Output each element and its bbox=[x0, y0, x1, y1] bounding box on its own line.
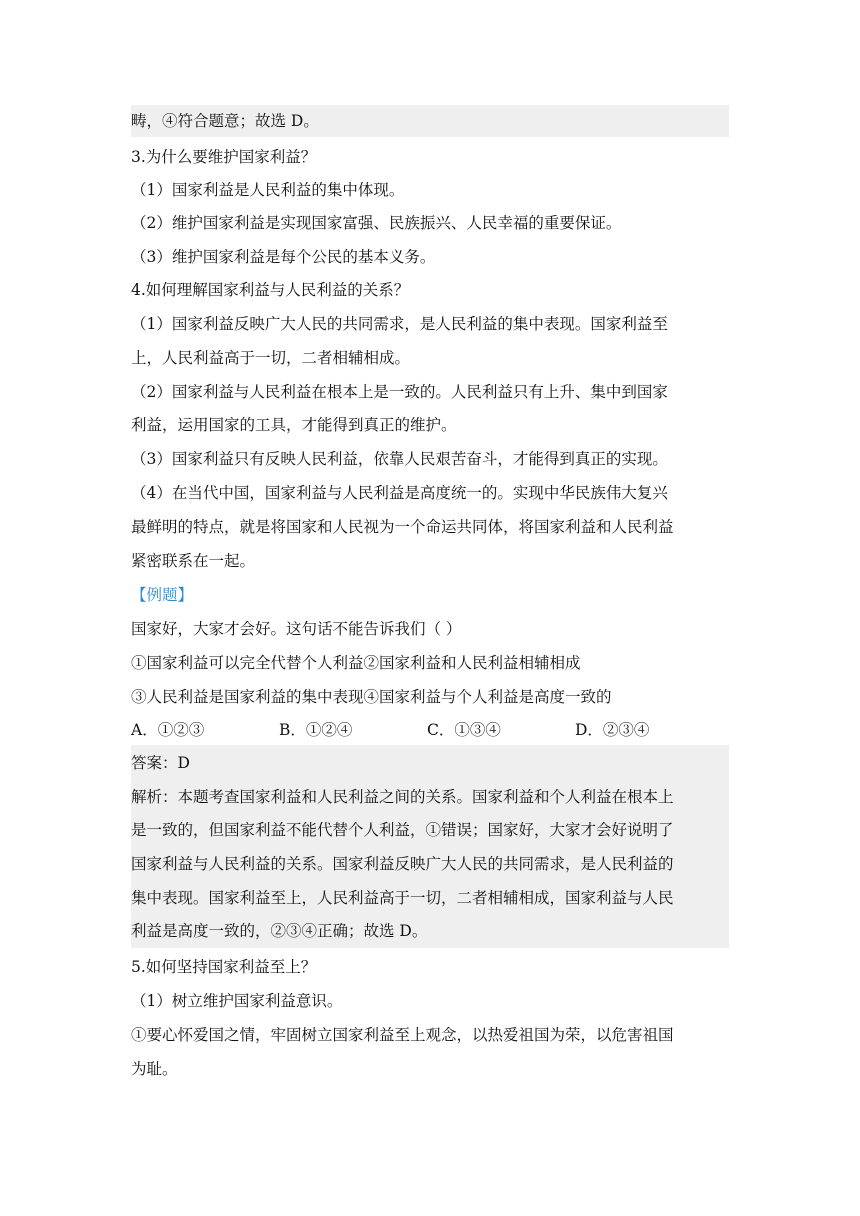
analysis-line: 是一致的，但国家利益不能代替个人利益，①错误；国家好，大家才会好说明了 bbox=[131, 821, 674, 839]
q3-point: （1）国家利益是人民利益的集中体现。 bbox=[131, 181, 405, 199]
q4-line: （2）国家利益与人民利益在根本上是一致的。人民利益只有上升、集中到国家 bbox=[131, 383, 668, 401]
previous-analysis-ending: 畴，④符合题意；故选 D。 bbox=[131, 112, 319, 130]
answer-text: 答案：D bbox=[131, 754, 190, 772]
example-statement: ③人民利益是国家利益的集中表现④国家利益与个人利益是高度一致的 bbox=[131, 688, 612, 706]
option-a: A．①②③ bbox=[131, 721, 205, 739]
q4-line: 上，人民利益高于一切，二者相辅相成。 bbox=[131, 349, 411, 367]
q3-point: （3）维护国家利益是每个公民的基本义务。 bbox=[131, 248, 436, 266]
q4-line: 最鲜明的特点，就是将国家和人民视为一个命运共同体，将国家利益和人民利益 bbox=[131, 518, 674, 536]
q4-line: （1）国家利益反映广大人民的共同需求，是人民利益的集中表现。国家利益至 bbox=[131, 315, 668, 333]
option-c: C．①③④ bbox=[427, 721, 501, 739]
q4-line: 利益，运用国家的工具，才能得到真正的维护。 bbox=[131, 416, 457, 434]
q4-line: （4）在当代中国，国家利益与人民利益是高度统一的。实现中华民族伟大复兴 bbox=[131, 484, 668, 502]
example-tag: 【例题】 bbox=[131, 586, 194, 604]
analysis-line: 解析：本题考查国家利益和人民利益之间的关系。国家利益和个人利益在根本上 bbox=[131, 788, 674, 806]
option-d: D．②③④ bbox=[575, 721, 650, 739]
analysis-line: 集中表现。国家利益至上，人民利益高于一切，二者相辅相成，国家利益与人民 bbox=[131, 889, 674, 907]
analysis-line: 利益是高度一致的，②③④正确；故选 D。 bbox=[131, 922, 428, 940]
analysis-line: 国家利益与人民利益的关系。国家利益反映广大人民的共同需求，是人民利益的 bbox=[131, 855, 674, 873]
q3-heading: 3.为什么要维护国家利益？ bbox=[131, 148, 317, 166]
q4-heading: 4.如何理解国家利益与人民利益的关系？ bbox=[131, 281, 410, 299]
option-b: B．①②④ bbox=[279, 721, 353, 739]
q5-line: 为耻。 bbox=[131, 1060, 178, 1078]
example-stem: 国家好，大家才会好。这句话不能告诉我们（ ） bbox=[131, 620, 462, 638]
example-options bbox=[131, 713, 729, 747]
q5-line: ①要心怀爱国之情，牢固树立国家利益至上观念，以热爱祖国为荣，以危害祖国 bbox=[131, 1026, 674, 1044]
example-statement: ①国家利益可以完全代替个人利益②国家利益和人民利益相辅相成 bbox=[131, 654, 581, 672]
q4-line: 紧密联系在一起。 bbox=[131, 552, 256, 570]
q4-line: （3）国家利益只有反映人民利益，依靠人民艰苦奋斗，才能得到真正的实现。 bbox=[131, 450, 668, 468]
q5-heading: 5.如何坚持国家利益至上？ bbox=[131, 958, 317, 976]
q3-point: （2）维护国家利益是实现国家富强、民族振兴、人民幸福的重要保证。 bbox=[131, 214, 622, 232]
q5-line: （1）树立维护国家利益意识。 bbox=[131, 992, 343, 1010]
